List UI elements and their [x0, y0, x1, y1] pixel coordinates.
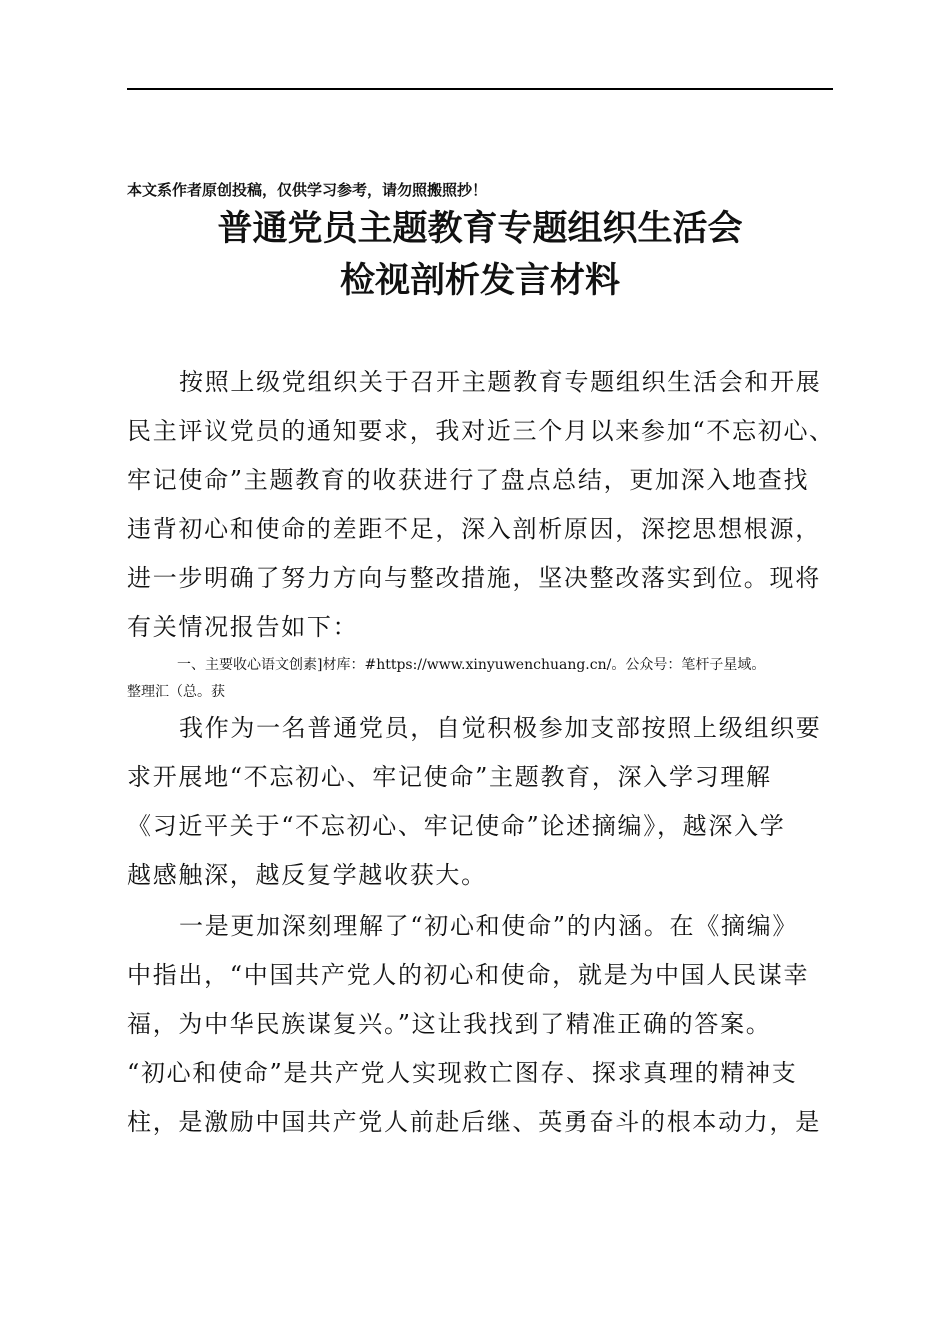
paragraph-line: 《习近平关于“不忘初心、牢记使命”论述摘编》，越深入学 [127, 812, 786, 840]
paragraph-line: 我作为一名普通党员，自觉积极参加支部按照上级组织要 [179, 714, 822, 742]
copyright-notice: 本文系作者原创投稿，仅供学习参考，请勿照搬照抄！ [127, 181, 488, 199]
paragraph-study [127, 704, 833, 900]
paragraph-line: 求开展地“不忘初心、牢记使命”主题教育，深入学习理解 [127, 763, 772, 791]
paragraph-line: 一是更加深刻理解了“初心和使命”的内涵。在《摘编》 [179, 912, 799, 940]
paragraph-line: 进一步明确了努力方向与整改措施，坚决整改落实到位。现将 [127, 564, 821, 592]
title-line-1: 普通党员主题教育专题组织生活会 [217, 208, 743, 249]
paragraph-intro [127, 358, 833, 652]
paragraph-line: 牢记使命”主题教育的收获进行了盘点总结，更加深入地查找 [127, 466, 810, 494]
paragraph-line: 福，为中华民族谋复兴。”这让我找到了精准正确的答案。 [127, 1010, 772, 1038]
section-note-line: 整理汇（总。获 [127, 684, 225, 700]
paragraph-line: 中指出，“中国共产党人的初心和使命，就是为中国人民谋幸 [127, 961, 810, 989]
document-title [127, 203, 833, 307]
header-rule [127, 88, 833, 90]
section-heading-note [127, 652, 833, 706]
title-line-2: 检视剖析发言材料 [339, 260, 620, 301]
paragraph-line: 柱，是激励中国共产党人前赴后继、英勇奋斗的根本动力，是 [127, 1108, 821, 1136]
section-note-line: 一、主要收心语文创素]材库：#https://www.xinyuwenchuang.cn/。公众号：笔杆子星域。 [177, 657, 766, 673]
paragraph-line: 有关情况报告如下： [127, 613, 359, 641]
paragraph-line: 违背初心和使命的差距不足，深入剖析原因，深挖思想根源， [127, 515, 821, 543]
paragraph-line: 民主评议党员的通知要求，我对近三个月以来参加“不忘初心、 [127, 417, 835, 445]
paragraph-line: 越感触深，越反复学越收获大。 [127, 861, 487, 889]
paragraph-mission [127, 902, 833, 1147]
paragraph-line: “初心和使命”是共产党人实现救亡图存、探求真理的精神支 [127, 1059, 798, 1087]
paragraph-line: 按照上级党组织关于召开主题教育专题组织生活会和开展 [179, 368, 822, 396]
